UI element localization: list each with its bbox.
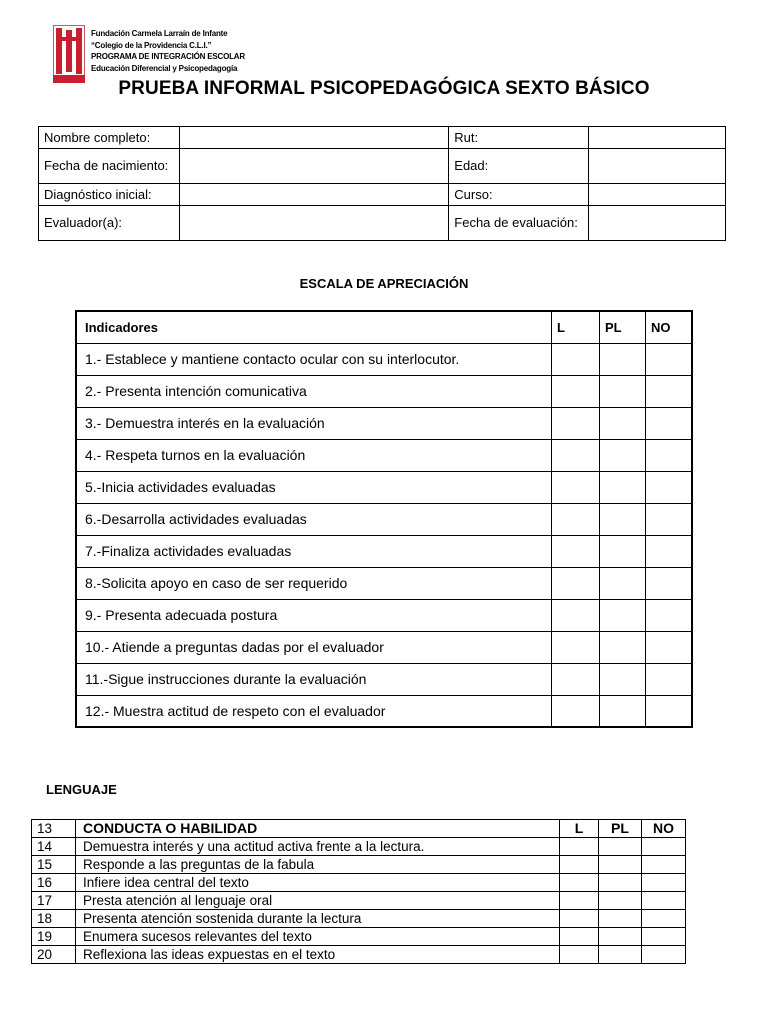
indicator-text: 8.-Solicita apoyo en caso de ser requerido: [76, 567, 552, 599]
indicator-text: 6.-Desarrolla actividades evaluadas: [76, 503, 552, 535]
no-cell[interactable]: [642, 946, 686, 964]
no-cell[interactable]: [642, 838, 686, 856]
pl-cell[interactable]: [599, 874, 642, 892]
row-number: 19: [32, 928, 76, 946]
no-cell[interactable]: [646, 567, 693, 599]
fecha-nacimiento-field[interactable]: [180, 149, 449, 184]
conducta-text: Reflexiona las ideas expuestas en el texto: [76, 946, 560, 964]
fecha-evaluacion-label: Fecha de evaluación:: [449, 206, 589, 241]
table-row: [76, 471, 692, 503]
conducta-header: CONDUCTA O HABILIDAD: [76, 820, 560, 838]
l-cell[interactable]: [552, 695, 600, 727]
pl-cell[interactable]: [600, 631, 646, 663]
pl-cell[interactable]: [599, 928, 642, 946]
table-row: [32, 874, 686, 892]
pl-cell[interactable]: [600, 599, 646, 631]
no-cell[interactable]: [642, 856, 686, 874]
pl-header: PL: [599, 820, 642, 838]
escala-table: [75, 310, 693, 728]
institution-line: Educación Diferencial y Psicopedagogía: [91, 63, 238, 73]
no-header: NO: [646, 311, 693, 343]
l-cell[interactable]: [552, 567, 600, 599]
pl-cell[interactable]: [600, 343, 646, 375]
l-cell[interactable]: [552, 343, 600, 375]
no-cell[interactable]: [646, 695, 693, 727]
no-cell[interactable]: [646, 535, 693, 567]
escala-title: ESCALA DE APRECIACIÓN: [299, 276, 469, 291]
row-number: 14: [32, 838, 76, 856]
pl-cell[interactable]: [600, 375, 646, 407]
l-cell[interactable]: [552, 663, 600, 695]
pl-cell[interactable]: [599, 856, 642, 874]
no-cell[interactable]: [646, 663, 693, 695]
l-cell[interactable]: [552, 599, 600, 631]
cross-logo-icon: [53, 25, 85, 83]
l-cell[interactable]: [552, 375, 600, 407]
no-cell[interactable]: [642, 928, 686, 946]
edad-label: Edad:: [449, 149, 589, 184]
table-row: [76, 503, 692, 535]
institution-line: “Colegio de la Providencia C.L.I.”: [91, 40, 212, 50]
l-cell[interactable]: [552, 471, 600, 503]
nombre-field[interactable]: [180, 127, 449, 149]
l-cell[interactable]: [552, 503, 600, 535]
diagnostico-field[interactable]: [180, 184, 449, 206]
curso-label: Curso:: [449, 184, 589, 206]
no-cell[interactable]: [646, 503, 693, 535]
pl-cell[interactable]: [600, 567, 646, 599]
pl-cell[interactable]: [600, 407, 646, 439]
l-cell[interactable]: [552, 439, 600, 471]
table-row: [32, 892, 686, 910]
rut-label: Rut:: [449, 127, 589, 149]
indicator-text: 12.- Muestra actitud de respeto con el evaluador: [76, 695, 552, 727]
diagnostico-label: Diagnóstico inicial:: [39, 184, 180, 206]
table-row: [32, 946, 686, 964]
pl-cell[interactable]: [600, 503, 646, 535]
row-number: 17: [32, 892, 76, 910]
student-info-table: [38, 126, 726, 241]
table-row: [76, 535, 692, 567]
table-row: [76, 567, 692, 599]
table-row: [76, 439, 692, 471]
rut-field[interactable]: [589, 127, 726, 149]
row-number: 18: [32, 910, 76, 928]
fecha-nacimiento-label: Fecha de nacimiento:: [39, 149, 180, 184]
institution-header: [91, 28, 245, 74]
indicator-text: 9.- Presenta adecuada postura: [76, 599, 552, 631]
evaluador-label: Evaluador(a):: [39, 206, 180, 241]
lenguaje-title: LENGUAJE: [46, 782, 117, 797]
l-cell[interactable]: [552, 535, 600, 567]
pl-cell[interactable]: [599, 892, 642, 910]
table-row: [76, 407, 692, 439]
table-row: [76, 695, 692, 727]
indicator-text: 2.- Presenta intención comunicativa: [76, 375, 552, 407]
l-header: L: [560, 820, 599, 838]
pl-cell[interactable]: [599, 838, 642, 856]
evaluador-field[interactable]: [180, 206, 449, 241]
pl-cell[interactable]: [600, 663, 646, 695]
pl-header: PL: [600, 311, 646, 343]
conducta-text: Demuestra interés y una actitud activa frente a la lectura.: [76, 838, 560, 856]
conducta-text: Infiere idea central del texto: [76, 874, 560, 892]
no-cell[interactable]: [646, 407, 693, 439]
no-cell[interactable]: [646, 343, 693, 375]
pl-cell[interactable]: [600, 535, 646, 567]
conducta-text: Presta atención al lenguaje oral: [76, 892, 560, 910]
conducta-text: Enumera sucesos relevantes del texto: [76, 928, 560, 946]
nombre-label: Nombre completo:: [39, 127, 180, 149]
l-cell[interactable]: [560, 946, 599, 964]
table-row: [76, 343, 692, 375]
indicator-text: 1.- Establece y mantiene contacto ocular con su interlocutor.: [76, 343, 552, 375]
row-number: 16: [32, 874, 76, 892]
no-header: NO: [642, 820, 686, 838]
page-title: PRUEBA INFORMAL PSICOPEDAGÓGICA SEXTO BÁSICO: [118, 78, 650, 99]
indicator-text: 3.- Demuestra interés en la evaluación: [76, 407, 552, 439]
no-cell[interactable]: [646, 439, 693, 471]
table-row: [32, 928, 686, 946]
no-cell[interactable]: [646, 375, 693, 407]
lenguaje-table: [31, 819, 686, 964]
pl-cell[interactable]: [600, 439, 646, 471]
table-row: [76, 599, 692, 631]
curso-field[interactable]: [589, 184, 726, 206]
row-number: 13: [32, 820, 76, 838]
l-cell[interactable]: [560, 928, 599, 946]
pl-cell[interactable]: [600, 471, 646, 503]
l-cell[interactable]: [560, 838, 599, 856]
no-cell[interactable]: [646, 631, 693, 663]
l-cell[interactable]: [560, 910, 599, 928]
indicadores-header: Indicadores: [76, 311, 552, 343]
indicator-text: 11.-Sigue instrucciones durante la evaluación: [76, 663, 552, 695]
pl-cell[interactable]: [600, 695, 646, 727]
conducta-text: Responde a las preguntas de la fabula: [76, 856, 560, 874]
table-row: [32, 910, 686, 928]
l-cell[interactable]: [560, 892, 599, 910]
pl-cell[interactable]: [599, 910, 642, 928]
table-row: [32, 856, 686, 874]
indicator-text: 5.-Inicia actividades evaluadas: [76, 471, 552, 503]
no-cell[interactable]: [642, 910, 686, 928]
conducta-text: Presenta atención sostenida durante la lectura: [76, 910, 560, 928]
indicator-text: 7.-Finaliza actividades evaluadas: [76, 535, 552, 567]
no-cell[interactable]: [642, 892, 686, 910]
edad-field[interactable]: [589, 149, 726, 184]
table-row: [76, 375, 692, 407]
institution-line: PROGRAMA DE INTEGRACIÓN ESCOLAR: [91, 52, 245, 61]
table-row: [32, 838, 686, 856]
l-cell[interactable]: [560, 874, 599, 892]
indicator-text: 10.- Atiende a preguntas dadas por el evaluador: [76, 631, 552, 663]
l-cell[interactable]: [552, 631, 600, 663]
l-header: L: [552, 311, 600, 343]
row-number: 15: [32, 856, 76, 874]
no-cell[interactable]: [642, 874, 686, 892]
table-row: [76, 663, 692, 695]
school-logo: [53, 25, 85, 83]
l-cell[interactable]: [560, 856, 599, 874]
pl-cell[interactable]: [599, 946, 642, 964]
row-number: 20: [32, 946, 76, 964]
no-cell[interactable]: [646, 599, 693, 631]
fecha-evaluacion-field[interactable]: [589, 206, 726, 241]
indicator-text: 4.- Respeta turnos en la evaluación: [76, 439, 552, 471]
institution-line: Fundación Carmela Larraín de Infante: [91, 29, 228, 38]
l-cell[interactable]: [552, 407, 600, 439]
table-row: [76, 631, 692, 663]
no-cell[interactable]: [646, 471, 693, 503]
